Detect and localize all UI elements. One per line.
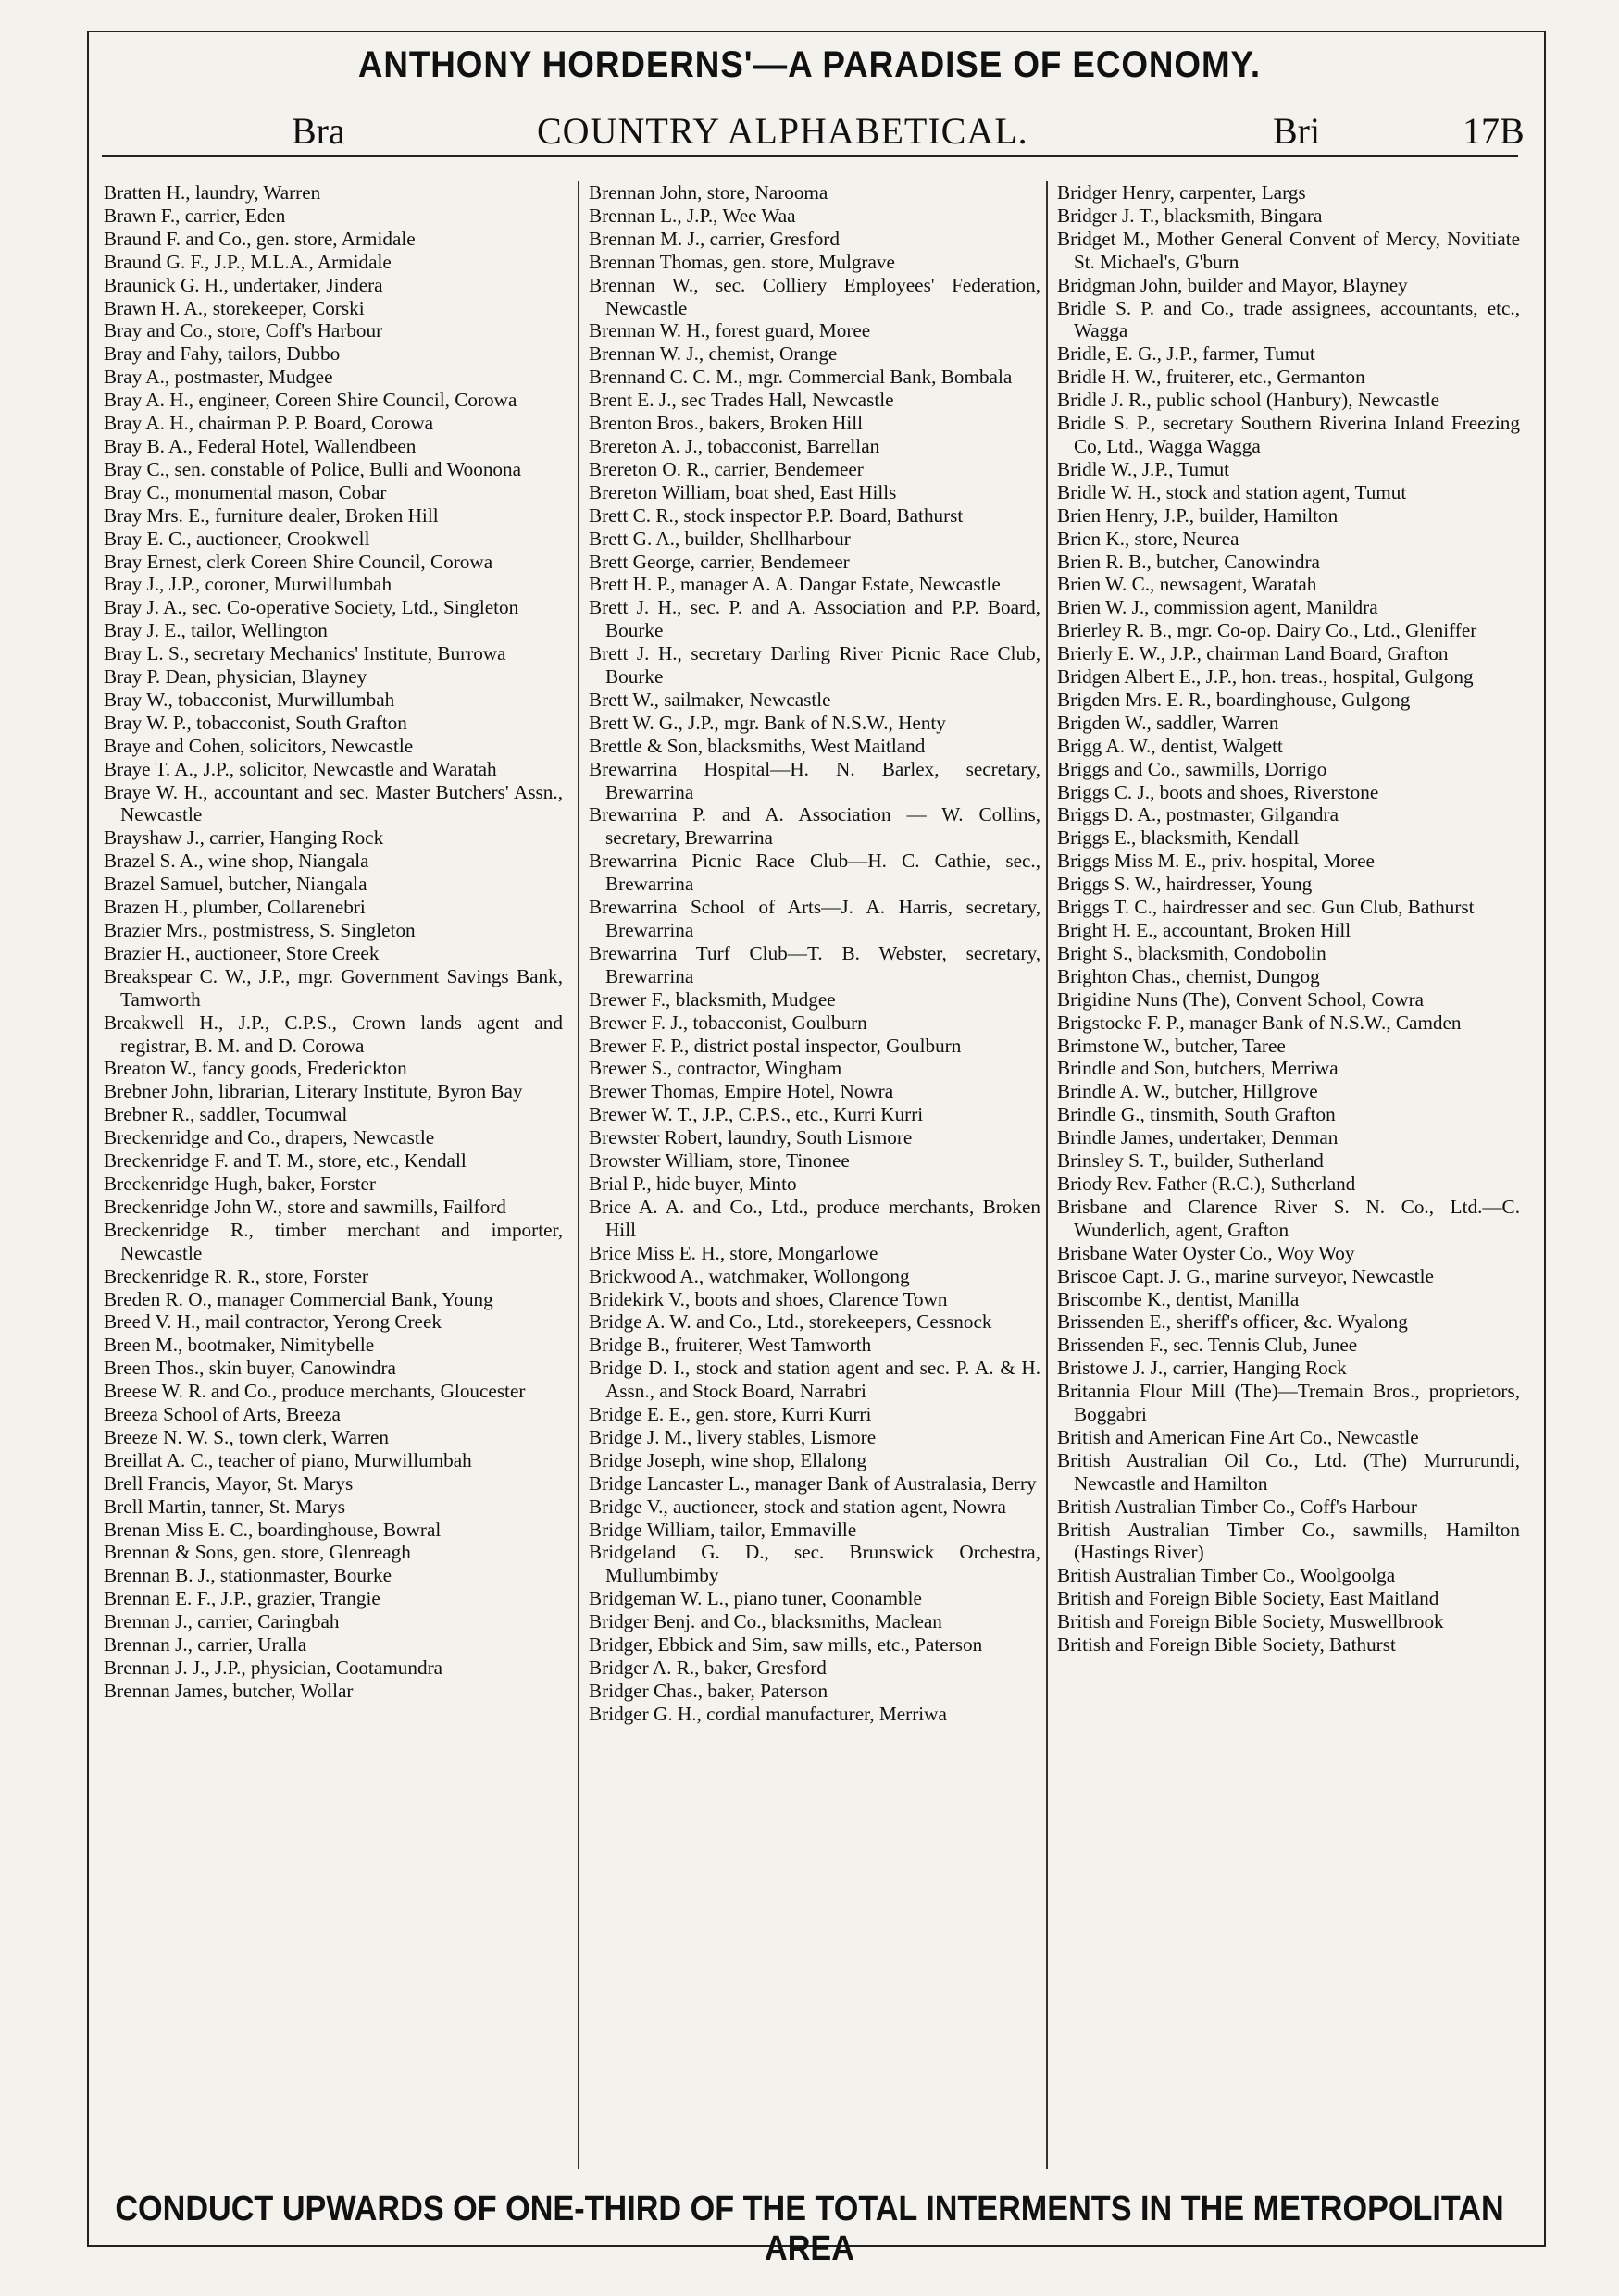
directory-entry: British Australian Timber Co., sawmills, Hamilton (Hastings River): [1057, 1518, 1520, 1564]
directory-entry: Brell Martin, tanner, St. Marys: [104, 1495, 346, 1518]
directory-entry: Brennan James, butcher, Wollar: [104, 1679, 354, 1702]
top-advertisement-banner: ANTHONY HORDERNS'—A PARADISE OF ECONOMY.: [357, 44, 1262, 85]
directory-entry: Brett C. R., stock inspector P.P. Board, Bathurst: [589, 503, 964, 527]
directory-entry: Bray and Co., store, Coff's Harbour: [104, 319, 383, 342]
directory-entry: Breen Thos., skin buyer, Canowindra: [104, 1357, 396, 1380]
directory-entry: Brial P., hide buyer, Minto: [589, 1172, 797, 1195]
directory-entry: Bridge V., auctioneer, stock and station agent, Nowra: [589, 1495, 1006, 1518]
directory-entry: Brindle A. W., butcher, Hillgrove: [1057, 1080, 1318, 1103]
directory-entry: Brazier H., auctioneer, Store Creek: [104, 941, 380, 964]
directory-entry: Breden R. O., manager Commercial Bank, Young: [104, 1287, 493, 1310]
directory-entry: Braund F. and Co., gen. store, Armidale: [104, 227, 416, 250]
directory-entry: Bray A., postmaster, Mudgee: [104, 366, 333, 389]
directory-entry: Breillat A. C., teacher of piano, Murwillumbah: [104, 1448, 472, 1471]
page-number: 17B: [1463, 110, 1525, 152]
directory-entry: Brice Miss E. H., store, Mongarlowe: [589, 1241, 878, 1264]
directory-entry: British and Foreign Bible Society, Bathurst: [1057, 1633, 1396, 1657]
directory-entry: Bridle J. R., public school (Hanbury), Newcastle: [1057, 389, 1440, 412]
directory-entry: Brinsley S. T., builder, Sutherland: [1057, 1149, 1324, 1173]
directory-entry: Bridgman John, builder and Mayor, Blayney: [1057, 273, 1408, 296]
directory-entry: Brennan M. J., carrier, Gresford: [589, 227, 840, 250]
directory-entry: Brien W. C., newsagent, Waratah: [1057, 573, 1317, 596]
directory-entry: Brigden W., saddler, Warren: [1057, 711, 1279, 734]
directory-entry: Bray B. A., Federal Hotel, Wallendbeen: [104, 434, 417, 457]
directory-entry: Brett J. H., sec. P. and A. Association and P.P. Board, Bourke: [589, 596, 1040, 642]
directory-entry: Braye W. H., accountant and sec. Master Butchers' Assn., Newcastle: [104, 780, 563, 826]
directory-entry: Bridger Benj. and Co., blacksmiths, Maclean: [589, 1610, 942, 1633]
directory-entry: Bray P. Dean, physician, Blayney: [104, 665, 367, 689]
directory-entry: Breckenridge and Co., drapers, Newcastle: [104, 1126, 435, 1149]
directory-entry: Brett G. A., builder, Shellharbour: [589, 527, 851, 550]
directory-entry: Bright S., blacksmith, Condobolin: [1057, 941, 1326, 964]
directory-entry: British Australian Oil Co., Ltd. (The) Murrurundi, Newcastle and Hamilton: [1057, 1448, 1520, 1495]
directory-entry: Bridge E. E., gen. store, Kurri Kurri: [589, 1403, 872, 1426]
directory-entry: Bridge B., fruiterer, West Tamworth: [589, 1334, 872, 1357]
directory-entry: Braunick G. H., undertaker, Jindera: [104, 273, 383, 296]
directory-entry: Bridle W. H., stock and station agent, Tumut: [1057, 480, 1407, 503]
directory-entry: Bray W. P., tobacconist, South Grafton: [104, 711, 407, 734]
directory-entry: Brewarrina School of Arts—J. A. Harris, secretary, Brewarrina: [589, 896, 1040, 941]
directory-entry: Bridge Lancaster L., manager Bank of Australasia, Berry: [589, 1471, 1037, 1495]
directory-entry: Brennan John, store, Narooma: [589, 181, 828, 204]
directory-entry: Bridger A. R., baker, Gresford: [589, 1657, 827, 1679]
directory-entry: Brewer F. J., tobacconist, Goulburn: [589, 1011, 867, 1034]
directory-entry: Brimstone W., butcher, Taree: [1057, 1034, 1286, 1057]
directory-entry: Brebner R., saddler, Tocumwal: [104, 1103, 348, 1126]
directory-entry: Brindle and Son, butchers, Merriwa: [1057, 1057, 1339, 1080]
directory-entry: Bridger G. H., cordial manufacturer, Merriwa: [589, 1702, 947, 1725]
directory-entry: Briggs T. C., hairdresser and sec. Gun Club, Bathurst: [1057, 896, 1475, 919]
directory-entry: Brazel Samuel, butcher, Niangala: [104, 873, 367, 896]
directory-entry: Brennan W., sec. Colliery Employees' Federation, Newcastle: [589, 273, 1040, 319]
directory-entry: Brewster Robert, laundry, South Lismore: [589, 1126, 913, 1149]
directory-entry: Brewarrina Turf Club—T. B. Webster, secretary, Brewarrina: [589, 941, 1040, 987]
directory-entry: Brereton O. R., carrier, Bendemeer: [589, 457, 864, 480]
directory-entry: Brereton A. J., tobacconist, Barrellan: [589, 434, 880, 457]
directory-entry: Bridge J. M., livery stables, Lismore: [589, 1425, 877, 1448]
directory-entry: Brenan Miss E. C., boardinghouse, Bowral: [104, 1518, 442, 1541]
directory-entry: British Australian Timber Co., Coff's Harbour: [1057, 1495, 1417, 1518]
directory-entry: Brewer F., blacksmith, Mudgee: [589, 987, 836, 1011]
directory-entry: Brereton William, boat shed, East Hills: [589, 480, 897, 503]
directory-entry: Briggs S. W., hairdresser, Young: [1057, 873, 1313, 896]
directory-entry: Brigstocke F. P., manager Bank of N.S.W., Camden: [1057, 1011, 1462, 1034]
directory-entry: Brierley R. B., mgr. Co-op. Dairy Co., Ltd., Gleniffer: [1057, 619, 1477, 642]
directory-entry: Bridger Henry, carpenter, Largs: [1057, 181, 1306, 204]
directory-entry: Brennan Thomas, gen. store, Mulgrave: [589, 250, 895, 273]
directory-entry: Breeze N. W. S., town clerk, Warren: [104, 1425, 389, 1448]
directory-entry: Brazier Mrs., postmistress, S. Singleton: [104, 919, 416, 941]
directory-entry: Brissenden F., sec. Tennis Club, Junee: [1057, 1334, 1358, 1357]
directory-entry: Brigg A. W., dentist, Walgett: [1057, 734, 1283, 757]
directory-entry: Bridgeland G. D., sec. Brunswick Orchestra, Mullumbimby: [589, 1541, 1040, 1587]
directory-entry: Breckenridge F. and T. M., store, etc., Kendall: [104, 1149, 467, 1173]
directory-entry: Brett George, carrier, Bendemeer: [589, 550, 850, 573]
directory-entry: Bridle S. P. and Co., trade assignees, accountants, etc., Wagga: [1057, 296, 1520, 342]
directory-column-3: [1046, 181, 1520, 2169]
running-head-right: Bri: [1273, 110, 1321, 152]
directory-entry: Brennand C. C. M., mgr. Commercial Bank, Bombala: [589, 366, 1013, 389]
directory-entry: Brewer Thomas, Empire Hotel, Nowra: [589, 1080, 894, 1103]
directory-entry: Breen M., bootmaker, Nimitybelle: [104, 1334, 375, 1357]
directory-entry: Bridle S. P., secretary Southern Riverina Inland Freezing Co, Ltd., Wagga Wagga: [1057, 412, 1520, 457]
directory-entry: Breckenridge John W., store and sawmills, Failford: [104, 1195, 506, 1218]
directory-entry: Brennan W. H., forest guard, Moree: [589, 319, 871, 342]
running-head-title: COUNTRY ALPHABETICAL.: [537, 110, 1028, 152]
directory-entry: Bridger J. T., blacksmith, Bingara: [1057, 204, 1323, 227]
directory-entry: Briggs D. A., postmaster, Gilgandra: [1057, 803, 1339, 826]
directory-entry: Breckenridge R. R., store, Forster: [104, 1264, 368, 1287]
directory-entry: Bray J. E., tailor, Wellington: [104, 619, 328, 642]
directory-entry: Brazen H., plumber, Collarenebri: [104, 896, 366, 919]
directory-entry: Brett W., sailmaker, Newcastle: [589, 688, 831, 711]
directory-entry: Bray C., sen. constable of Police, Bulli and Woonona: [104, 457, 522, 480]
directory-entry: Brett H. P., manager A. A. Dangar Estate, Newcastle: [589, 573, 1001, 596]
directory-entry: Bridgeman W. L., piano tuner, Coonamble: [589, 1587, 922, 1610]
directory-entry: British and Foreign Bible Society, Muswellbrook: [1057, 1610, 1444, 1633]
directory-entry: Briscoe Capt. J. G., marine surveyor, Newcastle: [1057, 1264, 1434, 1287]
directory-entry: Briggs Miss M. E., priv. hospital, Moree: [1057, 850, 1375, 873]
directory-entry: Brennan E. F., J.P., grazier, Trangie: [104, 1587, 380, 1610]
directory-entry: British and American Fine Art Co., Newcastle: [1057, 1425, 1419, 1448]
directory-entry: Brewarrina P. and A. Association — W. Collins, secretary, Brewarrina: [589, 803, 1040, 850]
directory-columns: [104, 181, 1518, 2169]
directory-entry: Brien Henry, J.P., builder, Hamilton: [1057, 503, 1339, 527]
directory-entry: Breese W. R. and Co., produce merchants, Gloucester: [104, 1380, 526, 1403]
directory-entry: Bridle H. W., fruiterer, etc., Germanton: [1057, 366, 1365, 389]
running-head: [102, 104, 1525, 157]
bottom-advertisement-banner: CONDUCT UPWARDS OF ONE-THIRD OF THE TOTAL INTERMENTS IN THE METROPOLITAN AREA: [115, 2190, 1504, 2268]
directory-entry: Brien W. J., commission agent, Manildra: [1057, 596, 1378, 619]
directory-entry: Bridgen Albert E., J.P., hon. treas., hospital, Gulgong: [1057, 665, 1474, 689]
directory-entry: Bridge William, tailor, Emmaville: [589, 1518, 857, 1541]
directory-entry: Briggs C. J., boots and shoes, Riverstone: [1057, 780, 1379, 803]
directory-entry: Briggs and Co., sawmills, Dorrigo: [1057, 757, 1327, 780]
directory-entry: Breckenridge Hugh, baker, Forster: [104, 1172, 376, 1195]
directory-entry: Bray J. A., sec. Co-operative Society, Ltd., Singleton: [104, 596, 519, 619]
directory-entry: Brewer S., contractor, Wingham: [589, 1057, 842, 1080]
directory-entry: Breakspear C. W., J.P., mgr. Government Savings Bank, Tamworth: [104, 964, 563, 1011]
directory-entry: Brighton Chas., chemist, Dungog: [1057, 964, 1320, 987]
directory-entry: Braye T. A., J.P., solicitor, Newcastle and Waratah: [104, 757, 497, 780]
directory-entry: Brennan J. J., J.P., physician, Cootamundra: [104, 1657, 443, 1679]
directory-entry: Brebner John, librarian, Literary Institute, Byron Bay: [104, 1080, 523, 1103]
directory-entry: Britannia Flour Mill (The)—Tremain Bros., proprietors, Boggabri: [1057, 1380, 1520, 1426]
directory-entry: Brewarrina Hospital—H. N. Barlex, secretary, Brewarrina: [589, 757, 1040, 803]
directory-entry: Brawn F., carrier, Eden: [104, 204, 286, 227]
directory-entry: Brettle & Son, blacksmiths, West Maitland: [589, 734, 926, 757]
directory-entry: Briody Rev. Father (R.C.), Sutherland: [1057, 1172, 1356, 1195]
directory-entry: Bray A. H., chairman P. P. Board, Corowa: [104, 412, 434, 435]
directory-entry: Breckenridge R., timber merchant and importer, Newcastle: [104, 1218, 563, 1264]
directory-entry: Bray L. S., secretary Mechanics' Institute, Burrowa: [104, 642, 506, 665]
directory-entry: Brickwood A., watchmaker, Wollongong: [589, 1264, 910, 1287]
directory-entry: Bridge D. I., stock and station agent and sec. P. A. & H. Assn., and Stock Board, Narrabri: [589, 1357, 1040, 1403]
directory-entry: Brayshaw J., carrier, Hanging Rock: [104, 826, 384, 850]
directory-entry: Bristowe J. J., carrier, Hanging Rock: [1057, 1357, 1347, 1380]
directory-entry: Breed V. H., mail contractor, Yerong Creek: [104, 1310, 442, 1334]
directory-entry: Bray C., monumental mason, Cobar: [104, 480, 387, 503]
directory-entry: Brell Francis, Mayor, St. Marys: [104, 1471, 354, 1495]
directory-entry: Brennan L., J.P., Wee Waa: [589, 204, 796, 227]
directory-entry: Brennan J., carrier, Caringbah: [104, 1610, 340, 1633]
directory-entry: Bray A. H., engineer, Coreen Shire Council, Corowa: [104, 389, 517, 412]
directory-entry: Brennan J., carrier, Uralla: [104, 1633, 307, 1657]
directory-entry: Bridle, E. G., J.P., farmer, Tumut: [1057, 342, 1315, 366]
directory-entry: Breeza School of Arts, Breeza: [104, 1403, 341, 1426]
directory-entry: Bratten H., laundry, Warren: [104, 181, 321, 204]
directory-entry: Bridekirk V., boots and shoes, Clarence Town: [589, 1287, 948, 1310]
directory-entry: Bridle W., J.P., Tumut: [1057, 457, 1230, 480]
directory-entry: Bridge Joseph, wine shop, Ellalong: [589, 1448, 867, 1471]
directory-entry: Briggs E., blacksmith, Kendall: [1057, 826, 1300, 850]
directory-entry: Bright H. E., accountant, Broken Hill: [1057, 919, 1351, 941]
running-head-left: Bra: [292, 110, 345, 152]
directory-entry: Brigden Mrs. E. R., boardinghouse, Gulgong: [1057, 688, 1411, 711]
directory-entry: British and Foreign Bible Society, East Maitland: [1057, 1587, 1439, 1610]
directory-entry: Brisbane and Clarence River S. N. Co., Ltd.—C. Wunderlich, agent, Grafton: [1057, 1195, 1520, 1241]
directory-entry: Brennan & Sons, gen. store, Glenreagh: [104, 1541, 411, 1564]
directory-entry: Brierly E. W., J.P., chairman Land Board, Grafton: [1057, 642, 1449, 665]
directory-entry: Briscombe K., dentist, Manilla: [1057, 1287, 1300, 1310]
directory-entry: Brissenden E., sheriff's officer, &c. Wyalong: [1057, 1310, 1408, 1334]
directory-entry: Braund G. F., J.P., M.L.A., Armidale: [104, 250, 392, 273]
directory-entry: Brewarrina Picnic Race Club—H. C. Cathie, sec., Brewarrina: [589, 850, 1040, 896]
directory-entry: Brien R. B., butcher, Canowindra: [1057, 550, 1320, 573]
directory-entry: Bridger Chas., baker, Paterson: [589, 1679, 828, 1702]
directory-column-2: [578, 181, 1040, 2169]
directory-entry: Bridge A. W. and Co., Ltd., storekeepers, Cessnock: [589, 1310, 992, 1334]
directory-entry: Brett W. G., J.P., mgr. Bank of N.S.W., Henty: [589, 711, 946, 734]
directory-entry: Bray Mrs. E., furniture dealer, Broken Hill: [104, 503, 439, 527]
directory-entry: Brindle G., tinsmith, South Grafton: [1057, 1103, 1336, 1126]
directory-entry: Breakwell H., J.P., C.P.S., Crown lands agent and registrar, B. M. and D. Corowa: [104, 1011, 563, 1057]
directory-entry: Brennan W. J., chemist, Orange: [589, 342, 838, 366]
directory-entry: Brigidine Nuns (The), Convent School, Cowra: [1057, 987, 1425, 1011]
directory-entry: Bray J., J.P., coroner, Murwillumbah: [104, 573, 392, 596]
directory-entry: British Australian Timber Co., Woolgoolga: [1057, 1564, 1396, 1587]
directory-entry: Brawn H. A., storekeeper, Corski: [104, 296, 365, 319]
directory-entry: Brent E. J., sec Trades Hall, Newcastle: [589, 389, 894, 412]
directory-entry: Brindle James, undertaker, Denman: [1057, 1126, 1339, 1149]
directory-entry: Bray and Fahy, tailors, Dubbo: [104, 342, 341, 366]
directory-entry: Brewer F. P., district postal inspector, Goulburn: [589, 1034, 962, 1057]
directory-column-1: [104, 181, 563, 2169]
directory-entry: Brewer W. T., J.P., C.P.S., etc., Kurri Kurri: [589, 1103, 924, 1126]
directory-entry: Bridget M., Mother General Convent of Mercy, Novitiate St. Michael's, G'burn: [1057, 227, 1520, 273]
directory-entry: Brenton Bros., bakers, Broken Hill: [589, 412, 863, 435]
directory-entry: Bray Ernest, clerk Coreen Shire Council, Corowa: [104, 550, 493, 573]
directory-entry: Bray E. C., auctioneer, Crookwell: [104, 527, 370, 550]
directory-entry: Breaton W., fancy goods, Frederickton: [104, 1057, 407, 1080]
directory-entry: Bray W., tobacconist, Murwillumbah: [104, 688, 395, 711]
directory-entry: Brazel S. A., wine shop, Niangala: [104, 850, 369, 873]
directory-entry: Brice A. A. and Co., Ltd., produce merchants, Broken Hill: [589, 1195, 1040, 1241]
directory-entry: Browster William, store, Tinonee: [589, 1149, 850, 1173]
directory-entry: Brisbane Water Oyster Co., Woy Woy: [1057, 1241, 1355, 1264]
directory-entry: Brett J. H., secretary Darling River Picnic Race Club, Bourke: [589, 642, 1040, 689]
directory-entry: Brennan B. J., stationmaster, Bourke: [104, 1564, 392, 1587]
directory-entry: Bridger, Ebbick and Sim, saw mills, etc., Paterson: [589, 1633, 983, 1657]
directory-entry: Brien K., store, Neurea: [1057, 527, 1239, 550]
directory-entry: Braye and Cohen, solicitors, Newcastle: [104, 734, 414, 757]
